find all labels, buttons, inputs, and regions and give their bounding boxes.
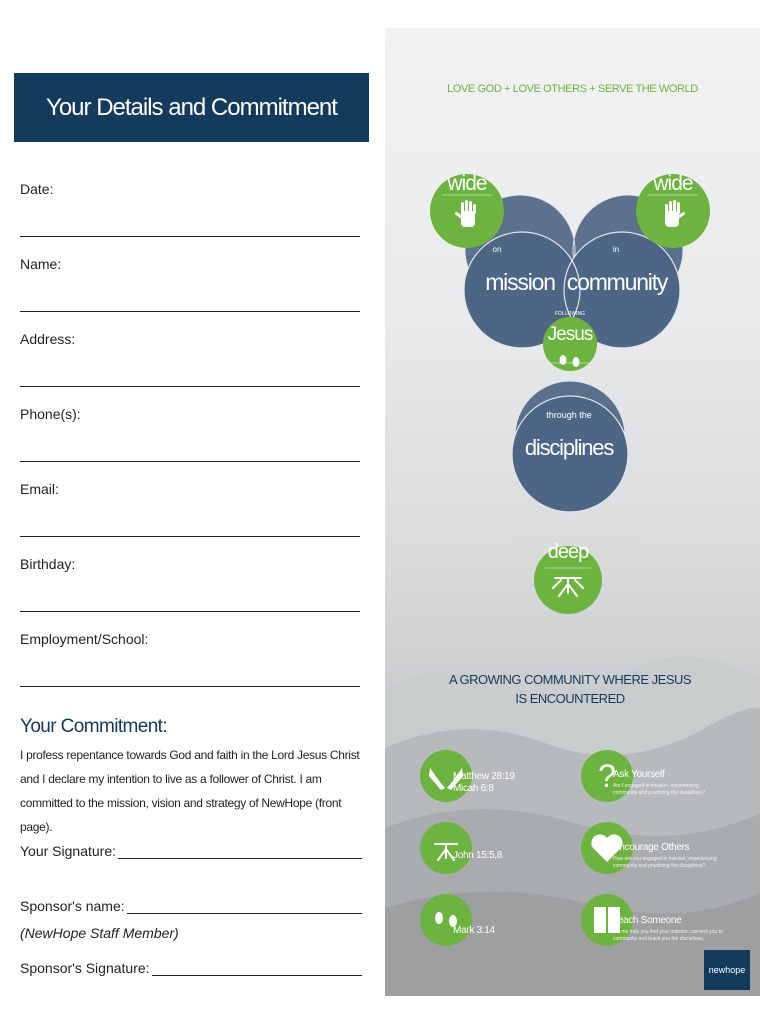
sponsor-signature-label: Sponsor's Signature: [20, 960, 150, 976]
birthday-field[interactable] [20, 611, 360, 612]
date-label: Date: [20, 181, 54, 197]
newhope-logo: newhope [704, 950, 750, 990]
svg-text:in: in [612, 245, 620, 254]
employment-label: Employment/School: [20, 631, 149, 647]
deep-badge [534, 541, 602, 614]
svg-text:wide: wide [447, 172, 487, 195]
signature-field[interactable] [118, 844, 362, 859]
action-sub-3: Let me help you find your mission, connect you to community and teach you the disciplines. [613, 929, 723, 942]
page-title-banner [14, 73, 369, 142]
reference-1: Matthew 28:19 Micah 6:8 [453, 771, 515, 794]
signature-label: Your Signature: [20, 843, 116, 859]
address-label: Address: [20, 331, 76, 347]
page-title: Your Details and Commitment [46, 93, 337, 121]
vision-panel [385, 28, 760, 996]
svg-text:disciplines: disciplines [524, 435, 614, 460]
sponsor-signature-field[interactable] [152, 961, 362, 976]
svg-text:on: on [492, 245, 502, 254]
commitment-text: I profess repentance towards God and faith in the Lord Jesus Christ and I declare my intention to live as a follower of Christ. I am committed to the mission, vision and strategy of NewHope (front page). [20, 748, 360, 834]
sponsor-name-field[interactable] [127, 899, 362, 914]
vision-statement: A GROWING COMMUNITY WHERE JESUS IS ENCOUNTERED [448, 672, 692, 706]
email-label: Email: [20, 481, 59, 497]
tagline: LOVE GOD + LOVE OTHERS + SERVE THE WORLD [447, 83, 698, 95]
wide-left-badge [430, 172, 504, 248]
commitment-title: Your Commitment: [20, 716, 168, 737]
wide-right-badge [636, 172, 710, 248]
action-title-2: Encourage Others [613, 842, 690, 853]
action-title-1: Ask Yourself [613, 769, 665, 780]
question-mark-icon: ? [598, 758, 616, 794]
svg-text:wide: wide [653, 172, 693, 195]
action-sub-1: Am I engaged in mission, experiencing community and practicing the disciplines? [613, 783, 706, 796]
sponsor-name-row [20, 898, 362, 914]
svg-text:mission: mission [485, 269, 555, 295]
phone-field[interactable] [20, 461, 360, 462]
date-field[interactable] [20, 236, 360, 237]
svg-text:through the: through the [546, 410, 592, 420]
reference-2: John 15:5,8 [453, 850, 502, 861]
svg-text:community: community [566, 269, 668, 295]
signature-row [20, 843, 362, 859]
diagram-layer [385, 28, 760, 648]
svg-text:FOLLOWING: FOLLOWING [554, 311, 586, 317]
birthday-label: Birthday: [20, 556, 76, 572]
action-title-3: Teach Someone [613, 915, 682, 926]
staff-note: (NewHope Staff Member) [20, 925, 179, 941]
name-field[interactable] [20, 311, 360, 312]
name-label: Name: [20, 256, 62, 272]
sponsor-name-label: Sponsor's name: [20, 898, 125, 914]
svg-text:Jesus: Jesus [547, 324, 593, 345]
svg-text:deep: deep [547, 541, 589, 563]
action-sub-2: How are you engaged in mission, experiencing community and practicing the disciplines? [613, 856, 717, 869]
sponsor-signature-row [20, 960, 362, 976]
address-field[interactable] [20, 386, 360, 387]
reference-3: Mark 3:14 [453, 925, 495, 936]
phone-label: Phone(s): [20, 406, 81, 422]
email-field[interactable] [20, 536, 360, 537]
employment-field[interactable] [20, 686, 360, 687]
references-layer [385, 738, 760, 958]
